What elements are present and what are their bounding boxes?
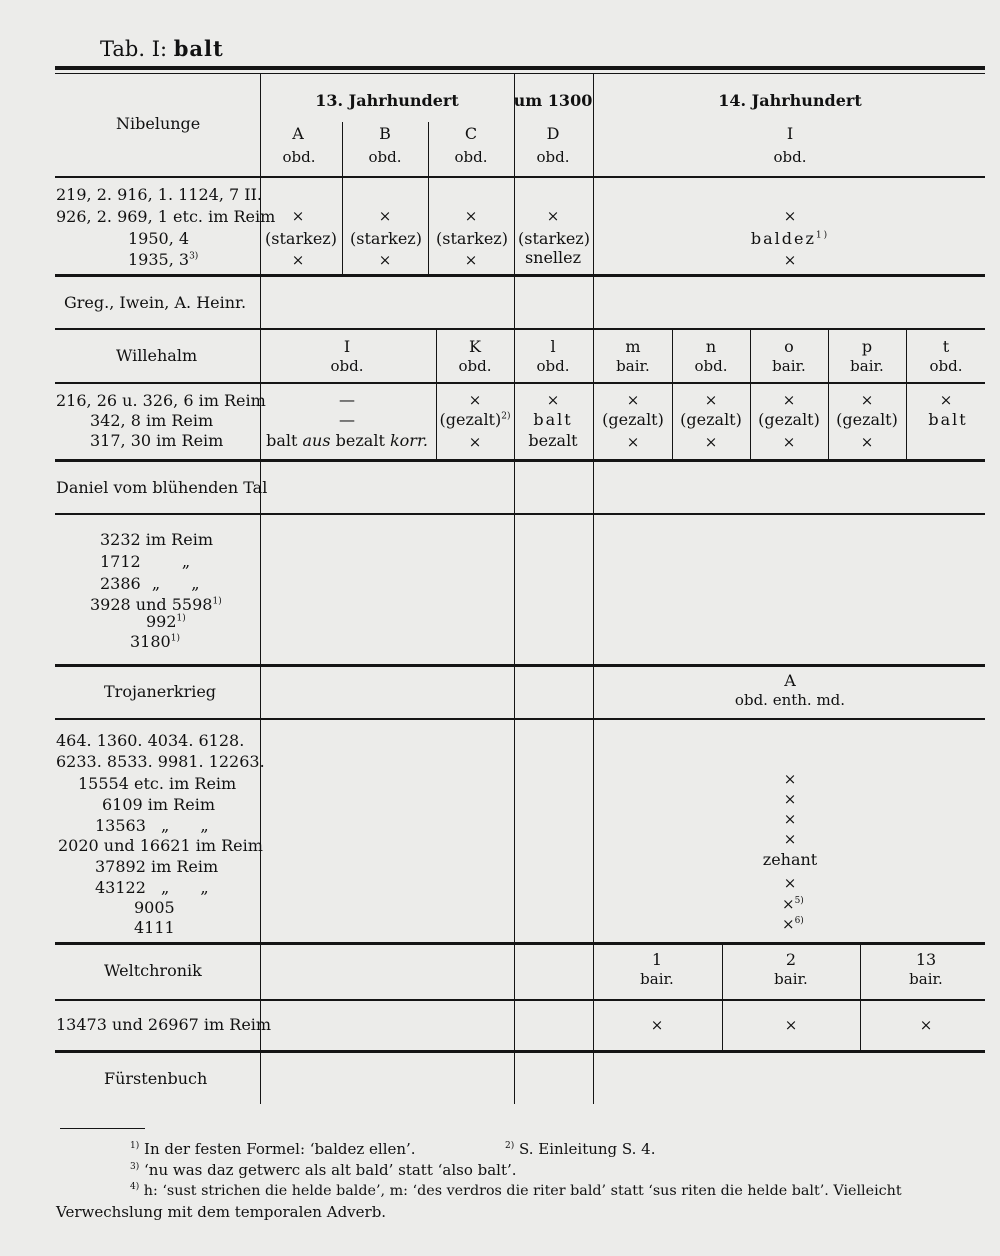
troj-ref-6: 2020 und 16621 im Reim bbox=[58, 836, 263, 855]
footnote-2-mark: 2) bbox=[505, 1141, 515, 1151]
footnote-mark-6: 6) bbox=[794, 916, 804, 926]
dan-header-rule bbox=[55, 513, 985, 515]
welt-dial-2: bair. bbox=[774, 970, 808, 988]
troj-ref-10: 4111 bbox=[134, 918, 175, 937]
dan-end-rule bbox=[55, 664, 985, 667]
col-rule-wil-no bbox=[750, 330, 751, 459]
welt-v3: × bbox=[919, 1016, 933, 1034]
wil-r3-bezalt: bezalt bbox=[335, 431, 385, 450]
col-rule-nib-ab bbox=[342, 122, 343, 274]
nib-header-rule bbox=[55, 176, 985, 178]
footnote-1-mark: 1) bbox=[130, 1141, 140, 1151]
nib-ref-2: 926, 2. 969, 1 etc. im Reim bbox=[56, 207, 276, 226]
troj-ref-9: 9005 bbox=[134, 898, 175, 917]
nib-r2-b: (starkez) bbox=[350, 229, 422, 248]
wil-r3-ik bbox=[266, 433, 428, 449]
nib-group-1300: um 1300 bbox=[513, 91, 593, 110]
troj-v7-text: × bbox=[782, 895, 795, 913]
dan-ref-4-text: 3928 und 5598 bbox=[90, 595, 213, 614]
wil-dial-k: obd. bbox=[458, 357, 492, 375]
wil-r1-o: × bbox=[782, 391, 796, 409]
wil-dial-m: bair. bbox=[616, 357, 650, 375]
wil-ref-1: 216, 26 u. 326, 6 im Reim bbox=[56, 391, 266, 410]
wil-sig-p: p bbox=[861, 337, 873, 356]
title-word: balt bbox=[173, 36, 224, 61]
nib-r3-d: snellez bbox=[524, 248, 582, 267]
wil-r2-t: balt bbox=[928, 410, 968, 429]
troj-end-rule bbox=[55, 942, 985, 945]
troj-label: Trojanerkrieg bbox=[104, 682, 217, 701]
troj-ref-7: 37892 im Reim bbox=[95, 857, 219, 876]
welt-sig-1: 1 bbox=[651, 950, 663, 969]
footnote-mark-1: 1) bbox=[170, 633, 180, 644]
wil-sig-l: l bbox=[550, 337, 556, 356]
footnote-mark-5: 5) bbox=[794, 896, 804, 906]
nib-group-14: 14. Jahrhundert bbox=[718, 91, 862, 110]
nib-sig-d: D bbox=[546, 124, 560, 143]
footnote-rule bbox=[60, 1128, 145, 1129]
dan-ref-2 bbox=[100, 554, 190, 570]
troj-v8-text: × bbox=[782, 915, 795, 933]
troj-v1: × bbox=[783, 770, 797, 788]
wil-r3-m: × bbox=[626, 433, 640, 451]
wil-sig-k: K bbox=[469, 337, 481, 356]
nib-dial-i: obd. bbox=[773, 148, 807, 166]
troj-ref-5-num: 13563 bbox=[95, 816, 146, 835]
nib-ref-4 bbox=[128, 252, 198, 268]
welt-end-rule bbox=[55, 1050, 985, 1053]
troj-v8 bbox=[782, 917, 804, 932]
nib-r2-a: (starkez) bbox=[265, 229, 337, 248]
col-rule-nib-cd bbox=[514, 74, 515, 1104]
footnote-2 bbox=[505, 1142, 656, 1157]
nib-r1-i: × bbox=[783, 207, 797, 225]
footnote-4-mark: 4) bbox=[130, 1182, 140, 1193]
wil-sig-t: t bbox=[942, 337, 950, 356]
footnote-3 bbox=[130, 1163, 517, 1178]
col-rule-welt-12 bbox=[722, 945, 723, 1050]
nib-ref-3: 1950, 4 bbox=[128, 229, 190, 248]
wil-ref-2: 342, 8 im Reim bbox=[90, 411, 214, 430]
nib-r1-b: × bbox=[378, 207, 392, 225]
nib-ref-1: 219, 2. 916, 1. 1124, 7 II. bbox=[56, 185, 263, 204]
troj-v2: × bbox=[783, 790, 797, 808]
nib-r1-a: × bbox=[291, 207, 305, 225]
wil-header-rule bbox=[55, 382, 985, 384]
nib-r1-c: × bbox=[464, 207, 478, 225]
footnote-mark-2: 2) bbox=[501, 411, 511, 422]
wil-r2-p: (gezalt) bbox=[836, 410, 898, 429]
footnote-mark-3: 3) bbox=[189, 251, 199, 262]
nib-dial-a: obd. bbox=[282, 148, 316, 166]
footnote-2-text: S. Einleitung S. 4. bbox=[519, 1140, 656, 1158]
footnote-3-mark: 3) bbox=[130, 1162, 140, 1172]
troj-v7 bbox=[782, 897, 804, 912]
nib-label: Nibelunge bbox=[116, 114, 201, 133]
wil-r1-l: × bbox=[546, 391, 560, 409]
troj-ref-1: 464. 1360. 4034. 6128. bbox=[56, 731, 245, 750]
footnote-1-text: In der festen Formel: ‘baldez ellen’. bbox=[144, 1140, 416, 1158]
wil-dial-t: obd. bbox=[929, 357, 963, 375]
footnote-mark-1: 1) bbox=[176, 613, 186, 624]
welt-sig-13: 13 bbox=[915, 950, 937, 969]
wil-r2-k-text: (gezalt) bbox=[439, 410, 502, 429]
troj-v4: × bbox=[783, 830, 797, 848]
wil-r2-l: balt bbox=[533, 410, 573, 429]
welt-dial-13: bair. bbox=[909, 970, 943, 988]
troj-ref-4: 6109 im Reim bbox=[102, 795, 215, 814]
footnote-4-text-a: h: ‘sust strichen die helde balde’, m: ‘des verdros die riter bald’ statt ‘sus riten die helde balt’. Vielleicht bbox=[143, 1183, 902, 1199]
troj-v6: × bbox=[783, 874, 797, 892]
troj-v3: × bbox=[783, 810, 797, 828]
dan-ref-3-num: 2386 bbox=[100, 574, 141, 593]
nib-sig-b: B bbox=[379, 124, 391, 143]
wil-sig-i: I bbox=[343, 337, 351, 356]
wil-r1-t: × bbox=[939, 391, 953, 409]
wil-r2-k bbox=[440, 412, 511, 428]
wil-dial-i: obd. bbox=[330, 357, 364, 375]
nib-ref-4-text: 1935, 3 bbox=[128, 250, 190, 269]
fuerst-label: Fürstenbuch bbox=[104, 1069, 208, 1088]
welt-ref-1: 13473 und 26967 im Reim bbox=[56, 1015, 272, 1034]
col-rule-wil-op bbox=[828, 330, 829, 459]
nib-r3-i: × bbox=[783, 251, 797, 269]
wil-sig-m: m bbox=[625, 337, 641, 356]
welt-v2: × bbox=[784, 1016, 798, 1034]
nib-r3-c: × bbox=[464, 251, 478, 269]
troj-ref-2: 6233. 8533. 9981. 12263. bbox=[56, 752, 265, 771]
troj-ref-8 bbox=[95, 880, 209, 896]
dan-ref-5-text: 992 bbox=[146, 612, 177, 631]
dan-ref-1: 3232 im Reim bbox=[100, 530, 213, 549]
wil-r1-k: × bbox=[468, 391, 482, 409]
greg-label: Greg., Iwein, A. Heinr. bbox=[64, 293, 247, 312]
wil-r3-korr: korr. bbox=[389, 431, 428, 450]
wil-r1-n: × bbox=[704, 391, 718, 409]
troj-v5: zehant bbox=[762, 850, 818, 869]
footnote-3-text: ‘nu was daz getwerc als alt bald’ statt ‘also balt’. bbox=[144, 1161, 517, 1179]
wil-dial-n: obd. bbox=[694, 357, 728, 375]
dan-ref-4 bbox=[90, 597, 222, 613]
wil-r3-aus: aus bbox=[302, 431, 331, 450]
welt-dial-1: bair. bbox=[640, 970, 674, 988]
wil-r3-k: × bbox=[468, 433, 482, 451]
ditto-mark: „ bbox=[200, 816, 209, 835]
ditto-mark: „ bbox=[181, 552, 191, 571]
nib-r2-d: (starkez) bbox=[518, 229, 590, 248]
col-rule-welt-23 bbox=[860, 945, 861, 1050]
page-title bbox=[100, 38, 224, 60]
title-prefix: Tab. I: bbox=[100, 37, 168, 61]
wil-r1-i: — bbox=[339, 390, 355, 409]
nib-end-rule bbox=[55, 274, 985, 277]
ditto-mark: „ bbox=[161, 878, 170, 897]
wil-r3-balt: balt bbox=[266, 431, 298, 450]
nib-r3-b: × bbox=[378, 251, 392, 269]
nib-sig-c: C bbox=[464, 124, 478, 143]
nib-r2-i-text: baldez bbox=[750, 229, 816, 248]
footnote-mark-1: 1) bbox=[815, 230, 830, 241]
top-rule-thin bbox=[55, 73, 985, 74]
footnote-1 bbox=[130, 1142, 416, 1157]
wil-end-rule bbox=[55, 459, 985, 462]
wil-r1-m: × bbox=[626, 391, 640, 409]
wil-r2-i: — bbox=[339, 410, 355, 429]
welt-v1: × bbox=[650, 1016, 664, 1034]
nib-dial-d: obd. bbox=[536, 148, 570, 166]
wil-r2-o: (gezalt) bbox=[758, 410, 820, 429]
nib-group-13: 13. Jahrhundert bbox=[315, 91, 459, 110]
welt-sig-2: 2 bbox=[785, 950, 797, 969]
ditto-mark: „ bbox=[191, 574, 200, 593]
wil-r1-p: × bbox=[860, 391, 874, 409]
wil-r2-n: (gezalt) bbox=[680, 410, 742, 429]
col-rule-wil-mn bbox=[672, 330, 673, 459]
dan-ref-2-num: 1712 bbox=[100, 552, 141, 571]
dan-ref-5 bbox=[146, 614, 186, 630]
troj-header-rule bbox=[55, 718, 985, 720]
col-rule-main bbox=[260, 74, 261, 1104]
wil-sig-o: o bbox=[784, 337, 794, 356]
nib-r3-a: × bbox=[291, 251, 305, 269]
col-rule-nib-di bbox=[593, 74, 594, 1104]
col-rule-nib-bc bbox=[428, 122, 429, 274]
wil-r3-n: × bbox=[704, 433, 718, 451]
troj-ref-8-num: 43122 bbox=[95, 878, 146, 897]
troj-ref-3: 15554 etc. im Reim bbox=[78, 774, 237, 793]
nib-sig-i: I bbox=[786, 124, 794, 143]
nib-dial-b: obd. bbox=[368, 148, 402, 166]
troj-ref-5 bbox=[95, 818, 209, 834]
ditto-mark: „ bbox=[161, 816, 170, 835]
wil-dial-o: bair. bbox=[772, 357, 806, 375]
nib-sig-a: A bbox=[292, 124, 304, 143]
troj-sig-a: A bbox=[784, 671, 796, 690]
ditto-mark: „ bbox=[151, 574, 161, 593]
top-rule-thick bbox=[55, 66, 985, 70]
ditto-mark: „ bbox=[200, 878, 209, 897]
footnote-mark-1: 1) bbox=[212, 596, 222, 607]
welt-header-rule bbox=[55, 999, 985, 1001]
wil-r2-m: (gezalt) bbox=[602, 410, 664, 429]
welt-label: Weltchronik bbox=[104, 961, 202, 980]
footnote-4-cont: Verwechslung mit dem temporalen Adverb. bbox=[56, 1203, 387, 1221]
dan-ref-6-text: 3180 bbox=[130, 632, 171, 651]
col-rule-wil-pt bbox=[906, 330, 907, 459]
wil-r3-o: × bbox=[782, 433, 796, 451]
troj-dial: obd. enth. md. bbox=[734, 691, 846, 709]
wil-r3-l: bezalt bbox=[528, 431, 578, 450]
nib-r1-d: × bbox=[546, 207, 560, 225]
wil-ref-3: 317, 30 im Reim bbox=[90, 431, 224, 450]
nib-r2-i bbox=[751, 231, 829, 247]
dan-ref-3 bbox=[100, 576, 200, 592]
col-rule-wil-ik bbox=[436, 330, 437, 459]
dan-label: Daniel vom blühenden Tal bbox=[56, 478, 268, 497]
wil-r3-p: × bbox=[860, 433, 874, 451]
dan-ref-6 bbox=[130, 634, 180, 650]
greg-end-rule bbox=[55, 328, 985, 330]
wil-label: Willehalm bbox=[116, 346, 198, 365]
footnote-4 bbox=[130, 1184, 902, 1198]
nib-dial-c: obd. bbox=[454, 148, 488, 166]
wil-dial-p: bair. bbox=[850, 357, 884, 375]
wil-sig-n: n bbox=[705, 337, 717, 356]
wil-dial-l: obd. bbox=[536, 357, 570, 375]
nib-r2-c: (starkez) bbox=[436, 229, 508, 248]
